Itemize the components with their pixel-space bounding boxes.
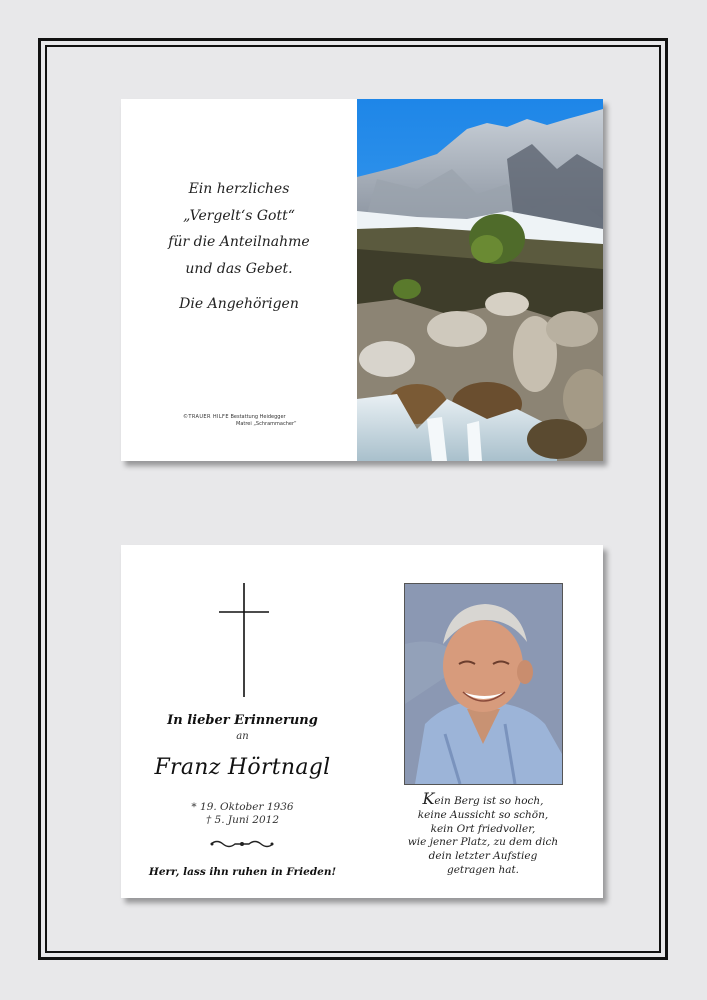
thanks-line: „Vergelt‘s Gott“	[183, 207, 295, 224]
birth-date: * 19. Oktober 1936	[191, 801, 294, 813]
thank-you-card	[121, 99, 603, 461]
imprint	[183, 414, 343, 428]
imprint-company: Bestattung Heidegger	[230, 414, 286, 420]
imprint-location: Matrei „Schrammacher“	[236, 421, 297, 427]
signature: Die Angehörigen	[179, 296, 299, 312]
poem-line: dein letzter Aufstieg	[428, 850, 538, 863]
imprint-brand: ©TRAUER HILFE	[183, 414, 229, 420]
poem-line: getragen hat.	[446, 863, 520, 876]
death-date: † 5. Juni 2012	[205, 814, 280, 826]
thanks-line: Ein herzliches	[188, 181, 290, 197]
cross-icon	[219, 583, 269, 697]
ornament-divider-icon	[209, 839, 275, 849]
thanks-line: für die Anteilnahme	[168, 234, 310, 250]
poem-line: kein Ort friedvoller,	[430, 822, 536, 835]
poem-line: Kein Berg ist so hoch,	[422, 789, 544, 808]
memorial-card	[121, 545, 603, 898]
portrait-photo	[404, 583, 563, 785]
mountain-waterfall-photo	[357, 99, 603, 461]
memorial-preposition: an	[236, 731, 249, 742]
poem-line: keine Aussicht so schön,	[417, 808, 549, 821]
poem-line: wie jener Platz, zu dem dich	[407, 836, 559, 849]
poem-initial: K	[422, 789, 435, 808]
memorial-poem	[383, 789, 583, 878]
prayer-line: Herr, lass ihn ruhen in Frieden!	[148, 866, 337, 878]
memorial-heading: In lieber Erinnerung	[167, 713, 318, 728]
thanks-message	[121, 176, 357, 282]
thanks-line: und das Gebet.	[185, 260, 293, 277]
life-dates	[121, 801, 364, 827]
deceased-name: Franz Hörtnagl	[154, 755, 331, 780]
